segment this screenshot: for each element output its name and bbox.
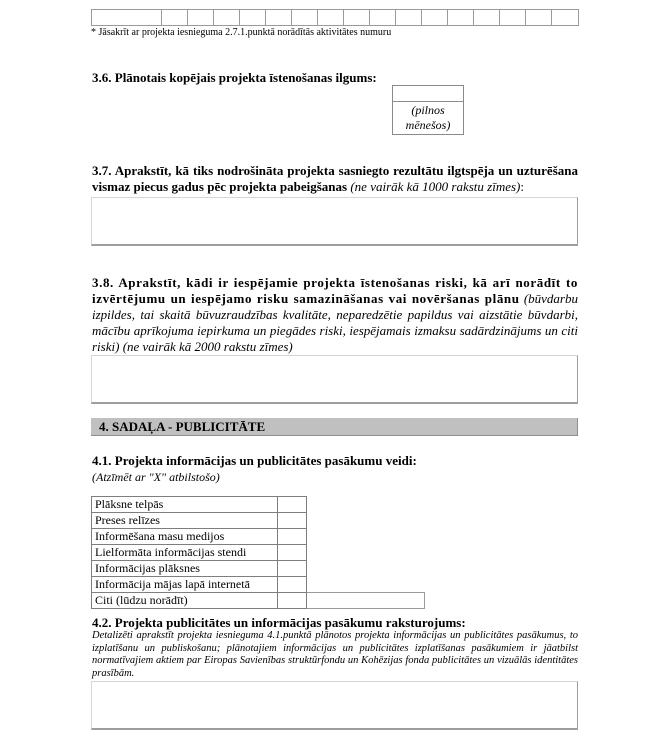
activity-cell[interactable] bbox=[240, 10, 266, 25]
publicity-type-checkbox[interactable] bbox=[278, 561, 307, 577]
section-4-1-instruction: (Atzīmēt ar "X" atbilstošo) bbox=[92, 470, 220, 484]
section-3-7-suffix: : bbox=[520, 179, 525, 194]
activity-cell[interactable] bbox=[214, 10, 240, 25]
activity-number-table bbox=[91, 9, 579, 26]
section-3-8-title-text: 3.8. Aprakstīt, kādi ir iespējamie projekta īstenošanas riski, kā arī norādīt to izvērtējumu un iespējamo risku samazināšanas vai novēršanas plānu bbox=[92, 275, 578, 306]
publicity-type-checkbox[interactable] bbox=[278, 529, 307, 545]
publicity-types-table bbox=[91, 496, 425, 609]
other-publicity-input[interactable] bbox=[307, 593, 425, 609]
publicity-type-checkbox[interactable] bbox=[278, 545, 307, 561]
publicity-type-checkbox[interactable] bbox=[278, 577, 307, 593]
duration-input[interactable] bbox=[393, 86, 463, 102]
activity-footnote: * Jāsakrīt ar projekta iesnieguma 2.7.1.punktā norādītās aktivitātes numuru bbox=[91, 27, 392, 38]
publicity-type-label: Lielformāta informācijas stendi bbox=[92, 545, 278, 561]
activity-cell[interactable] bbox=[500, 10, 526, 25]
section-4-1-title-text: 4.1. Projekta informācijas un publicitātes pasākumu veidi: bbox=[92, 453, 417, 468]
section-3-7-note: (ne vairāk kā 1000 rakstu zīmes) bbox=[350, 179, 521, 194]
table-row bbox=[92, 545, 425, 561]
publicity-type-label: Informācijas plāksnes bbox=[92, 561, 278, 577]
activity-cell[interactable] bbox=[188, 10, 214, 25]
section-3-6-title: 3.6. Plānotais kopējais projekta īstenošanas ilgums: bbox=[92, 70, 377, 85]
section-4-1-title bbox=[92, 453, 417, 485]
activity-cell[interactable] bbox=[396, 10, 422, 25]
section-4-2-title-text: 4.2. Projekta publicitātes un informācijas pasākumu raksturojums: bbox=[92, 615, 466, 630]
duration-unit-label: (pilnos mēnešos) bbox=[405, 103, 451, 132]
table-row bbox=[92, 561, 425, 577]
publicity-type-label: Plāksne telpās bbox=[92, 497, 278, 513]
activity-cell[interactable] bbox=[162, 10, 188, 25]
publicity-type-checkbox[interactable] bbox=[278, 513, 307, 529]
activity-cell[interactable] bbox=[474, 10, 500, 25]
section-4-2-title bbox=[92, 615, 578, 680]
table-row bbox=[92, 577, 425, 593]
risks-textbox[interactable] bbox=[91, 355, 578, 404]
section-3-7-title bbox=[92, 163, 578, 195]
publicity-type-label: Informēšana masu medijos bbox=[92, 529, 278, 545]
table-row bbox=[92, 593, 425, 609]
section-3-8-note: (būvdarbu izpildes, tai skaitā būvuzraudzības kvalitāte, neparedzētie papildus vai aizstātie būvdarbi, mācību aprīkojuma iepirkuma un piegādes riski, iespējamais izmaksu sadārdzinājums un citi riski) (ne vairāk kā 2000 rakstu zīmes) bbox=[92, 291, 578, 354]
publicity-type-checkbox[interactable] bbox=[278, 497, 307, 513]
activity-cell[interactable] bbox=[526, 10, 552, 25]
activity-cell[interactable] bbox=[92, 10, 162, 25]
sustainability-textbox[interactable] bbox=[91, 197, 578, 246]
publicity-type-label: Citi (lūdzu norādīt) bbox=[92, 593, 278, 609]
table-row bbox=[92, 497, 425, 513]
activity-cell[interactable] bbox=[422, 10, 448, 25]
section-4-header: 4. SADAĻA - PUBLICITĀTE bbox=[91, 418, 578, 436]
section-3-8-title bbox=[92, 275, 578, 355]
publicity-description-textbox[interactable] bbox=[91, 681, 578, 730]
table-row bbox=[92, 529, 425, 545]
activity-cell[interactable] bbox=[292, 10, 318, 25]
publicity-type-label: Informācija mājas lapā internetā bbox=[92, 577, 278, 593]
activity-cell[interactable] bbox=[370, 10, 396, 25]
activity-cell[interactable] bbox=[552, 10, 578, 25]
duration-box bbox=[392, 85, 464, 135]
publicity-type-label: Preses relīzes bbox=[92, 513, 278, 529]
table-row bbox=[92, 513, 425, 529]
activity-cell[interactable] bbox=[344, 10, 370, 25]
publicity-type-checkbox[interactable] bbox=[278, 593, 307, 609]
activity-cell[interactable] bbox=[266, 10, 292, 25]
activity-cell[interactable] bbox=[448, 10, 474, 25]
section-3-7-title-text: 3.7. Aprakstīt, kā tiks nodrošināta projekta sasniegto rezultātu ilgtspēja un uzturēšana vismaz piecus gadus pēc projekta pabeigšanas bbox=[92, 163, 578, 194]
activity-cell[interactable] bbox=[318, 10, 344, 25]
section-4-2-description: Detalizēti aprakstīt projekta iesnieguma 4.1.punktā plānotos projekta informācijas un publicitātes pasākumus, to izplatīšanu un publiskošanu; plānotajiem informācijas un publicitātes izplatīšanas pasākumiem ir jāatbilst normatīvajiem aktiem par Eiropas Savienības struktūrfondu un Kohēzijas fonda publicitātes un vizuālās identitātes prasībām. bbox=[92, 630, 578, 679]
